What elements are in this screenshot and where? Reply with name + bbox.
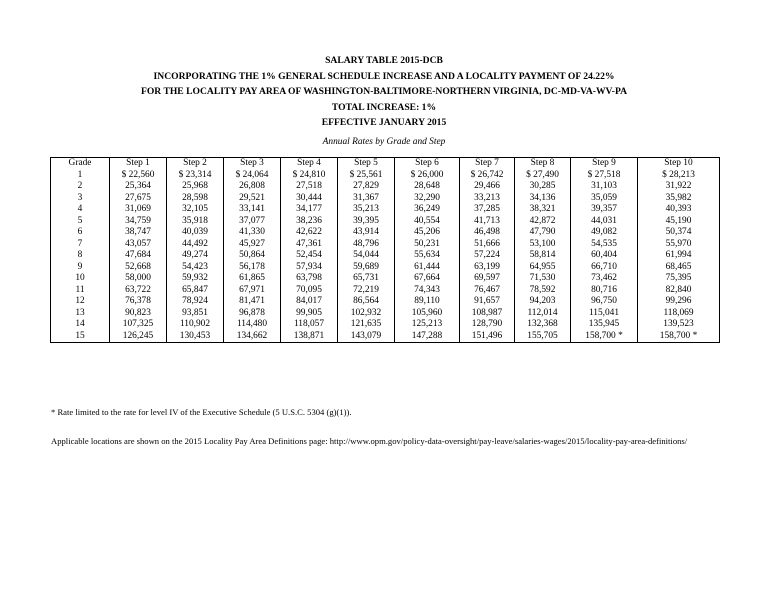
salary-cell: 31,069 (110, 204, 167, 216)
salary-cell: 81,471 (224, 296, 281, 308)
salary-cell: 59,689 (338, 262, 395, 274)
table-row (51, 331, 720, 343)
salary-cell: $ 27,490 (515, 170, 571, 182)
title-line-3: FOR THE LOCALITY PAY AREA OF WASHINGTON-BALTIMORE-NORTHERN VIRGINIA, DC-MD-VA-WV-PA (140, 86, 628, 97)
salary-cell: 76,378 (110, 296, 167, 308)
salary-cell: $ 22,560 (110, 170, 167, 182)
salary-cell: 118,069 (638, 308, 720, 320)
footnote: * Rate limited to the rate for level IV of the Executive Schedule (5 U.S.C. 5304 (g)(1)). (51, 407, 352, 417)
salary-cell: 155,705 (515, 331, 571, 343)
salary-cell: 134,662 (224, 331, 281, 343)
salary-cell: 74,343 (395, 285, 460, 297)
salary-cell: 69,597 (460, 273, 515, 285)
salary-cell: $ 24,810 (281, 170, 338, 182)
salary-cell: 40,393 (638, 204, 720, 216)
header-step-4: Step 4 (281, 158, 338, 170)
salary-cell: 50,374 (638, 227, 720, 239)
grade-cell: 9 (51, 262, 110, 274)
header-step-9: Step 9 (571, 158, 638, 170)
salary-cell: 65,847 (167, 285, 224, 297)
salary-cell: 35,918 (167, 216, 224, 228)
salary-cell: 47,684 (110, 250, 167, 262)
salary-cell: 41,713 (460, 216, 515, 228)
salary-cell: 112,014 (515, 308, 571, 320)
salary-cell: 71,530 (515, 273, 571, 285)
salary-cell: 99,296 (638, 296, 720, 308)
header-step-5: Step 5 (338, 158, 395, 170)
salary-cell: 89,110 (395, 296, 460, 308)
salary-cell: 80,716 (571, 285, 638, 297)
salary-cell: 65,731 (338, 273, 395, 285)
salary-cell: 90,823 (110, 308, 167, 320)
salary-cell: 35,059 (571, 193, 638, 205)
salary-cell: 29,466 (460, 181, 515, 193)
salary-cell: $ 24,064 (224, 170, 281, 182)
table-row (51, 262, 720, 274)
salary-cell: 130,453 (167, 331, 224, 343)
table-subtitle: Annual Rates by Grade and Step (322, 137, 446, 147)
salary-cell: 27,829 (338, 181, 395, 193)
salary-cell: 39,357 (571, 204, 638, 216)
salary-cell: 107,325 (110, 319, 167, 331)
salary-cell: 38,236 (281, 216, 338, 228)
salary-cell: 61,865 (224, 273, 281, 285)
salary-cell: 63,798 (281, 273, 338, 285)
salary-cell: 37,285 (460, 204, 515, 216)
salary-cell: 158,700 * (571, 331, 638, 343)
salary-cell: 37,077 (224, 216, 281, 228)
salary-cell: 139,523 (638, 319, 720, 331)
salary-cell: 110,902 (167, 319, 224, 331)
salary-cell: 30,444 (281, 193, 338, 205)
grade-cell: 15 (51, 331, 110, 343)
salary-cell: 125,213 (395, 319, 460, 331)
salary-cell: 67,664 (395, 273, 460, 285)
salary-cell: 36,249 (395, 204, 460, 216)
table-row (51, 319, 720, 331)
salary-cell: 39,395 (338, 216, 395, 228)
header-step-6: Step 6 (395, 158, 460, 170)
grade-cell: 12 (51, 296, 110, 308)
salary-cell: 93,851 (167, 308, 224, 320)
salary-cell: 32,290 (395, 193, 460, 205)
salary-cell: 51,666 (460, 239, 515, 251)
salary-cell: 34,136 (515, 193, 571, 205)
salary-cell: 27,675 (110, 193, 167, 205)
salary-cell: 55,970 (638, 239, 720, 251)
salary-cell: 56,178 (224, 262, 281, 274)
salary-cell: 52,668 (110, 262, 167, 274)
grade-cell: 7 (51, 239, 110, 251)
salary-cell: $ 27,518 (571, 170, 638, 182)
salary-cell: 49,274 (167, 250, 224, 262)
table-body (51, 170, 720, 343)
salary-cell: 108,987 (460, 308, 515, 320)
salary-cell: $ 26,000 (395, 170, 460, 182)
salary-cell: 72,219 (338, 285, 395, 297)
table-row (51, 216, 720, 228)
salary-cell: 44,031 (571, 216, 638, 228)
salary-cell: 54,535 (571, 239, 638, 251)
table-row (51, 239, 720, 251)
table-row (51, 193, 720, 205)
salary-cell: 99,905 (281, 308, 338, 320)
grade-cell: 1 (51, 170, 110, 182)
grade-cell: 14 (51, 319, 110, 331)
salary-cell: 78,924 (167, 296, 224, 308)
salary-cell: 61,994 (638, 250, 720, 262)
salary-cell: 75,395 (638, 273, 720, 285)
title-line-4: TOTAL INCREASE: 1% (331, 101, 437, 113)
header-step-2: Step 2 (167, 158, 224, 170)
grade-cell: 6 (51, 227, 110, 239)
table-row (51, 250, 720, 262)
salary-cell: 53,100 (515, 239, 571, 251)
table-row (51, 285, 720, 297)
salary-cell: 28,598 (167, 193, 224, 205)
salary-cell: 126,245 (110, 331, 167, 343)
salary-cell: 151,496 (460, 331, 515, 343)
salary-cell: 49,082 (571, 227, 638, 239)
grade-cell: 11 (51, 285, 110, 297)
table-row (51, 227, 720, 239)
salary-cell: 121,635 (338, 319, 395, 331)
salary-cell: 50,231 (395, 239, 460, 251)
salary-cell: 57,934 (281, 262, 338, 274)
table-row (51, 296, 720, 308)
table-row (51, 204, 720, 216)
salary-cell: 132,368 (515, 319, 571, 331)
title-line-1: SALARY TABLE 2015-DCB (325, 55, 443, 66)
salary-cell: 59,932 (167, 273, 224, 285)
salary-cell: 158,700 * (638, 331, 720, 343)
salary-cell: 58,814 (515, 250, 571, 262)
header-step-8: Step 8 (515, 158, 571, 170)
salary-cell: 42,622 (281, 227, 338, 239)
salary-cell: 50,864 (224, 250, 281, 262)
salary-cell: 32,105 (167, 204, 224, 216)
salary-cell: 54,044 (338, 250, 395, 262)
salary-cell: 46,498 (460, 227, 515, 239)
salary-cell: 40,554 (395, 216, 460, 228)
salary-cell: 96,750 (571, 296, 638, 308)
table-row (51, 181, 720, 193)
salary-cell: 35,982 (638, 193, 720, 205)
salary-cell: 33,141 (224, 204, 281, 216)
salary-cell: 96,878 (224, 308, 281, 320)
salary-cell: 138,871 (281, 331, 338, 343)
salary-cell: 35,213 (338, 204, 395, 216)
salary-cell: 48,796 (338, 239, 395, 251)
salary-cell: 47,361 (281, 239, 338, 251)
salary-cell: 68,465 (638, 262, 720, 274)
salary-cell: 76,467 (460, 285, 515, 297)
header-step-7: Step 7 (460, 158, 515, 170)
table-header-row (51, 158, 720, 170)
salary-cell: 94,203 (515, 296, 571, 308)
locations-note: Applicable locations are shown on the 2015 Locality Pay Area Definitions page: http://www.opm.gov/policy-data-oversight/pay-leave/salaries-wages/2015/locality-pay-area-definitions/ (51, 436, 688, 446)
salary-cell: 42,872 (515, 216, 571, 228)
document-title (0, 53, 768, 131)
salary-cell: 61,444 (395, 262, 460, 274)
salary-cell: 40,039 (167, 227, 224, 239)
salary-cell: $ 25,561 (338, 170, 395, 182)
salary-cell: 30,285 (515, 181, 571, 193)
salary-cell: 78,592 (515, 285, 571, 297)
salary-cell: 84,017 (281, 296, 338, 308)
salary-cell: 91,657 (460, 296, 515, 308)
header-step-1: Step 1 (110, 158, 167, 170)
salary-cell: 82,840 (638, 285, 720, 297)
salary-table (50, 157, 720, 343)
grade-cell: 3 (51, 193, 110, 205)
salary-cell: 67,971 (224, 285, 281, 297)
salary-cell: 45,927 (224, 239, 281, 251)
salary-cell: 52,454 (281, 250, 338, 262)
salary-cell: 31,103 (571, 181, 638, 193)
salary-cell: 25,968 (167, 181, 224, 193)
salary-cell: 27,518 (281, 181, 338, 193)
grade-cell: 5 (51, 216, 110, 228)
salary-cell: 102,932 (338, 308, 395, 320)
salary-cell: 114,480 (224, 319, 281, 331)
grade-cell: 10 (51, 273, 110, 285)
table-row (51, 308, 720, 320)
title-line-5: EFFECTIVE JANUARY 2015 (321, 117, 447, 128)
salary-cell: 105,960 (395, 308, 460, 320)
salary-cell: 29,521 (224, 193, 281, 205)
salary-cell: 38,747 (110, 227, 167, 239)
title-line-2: INCORPORATING THE 1% GENERAL SCHEDULE INCREASE AND A LOCALITY PAYMENT OF 24.22% (153, 70, 615, 82)
salary-cell: 135,945 (571, 319, 638, 331)
table-row (51, 170, 720, 182)
salary-cell: $ 26,742 (460, 170, 515, 182)
salary-cell: 38,321 (515, 204, 571, 216)
salary-cell: $ 28,213 (638, 170, 720, 182)
header-step-3: Step 3 (224, 158, 281, 170)
salary-cell: 31,367 (338, 193, 395, 205)
salary-cell: 47,790 (515, 227, 571, 239)
salary-cell: 57,224 (460, 250, 515, 262)
salary-cell: 60,404 (571, 250, 638, 262)
salary-cell: 63,199 (460, 262, 515, 274)
salary-cell: 44,492 (167, 239, 224, 251)
salary-cell: 45,206 (395, 227, 460, 239)
salary-cell: 66,710 (571, 262, 638, 274)
grade-cell: 4 (51, 204, 110, 216)
salary-cell: 86,564 (338, 296, 395, 308)
salary-cell: 31,922 (638, 181, 720, 193)
salary-cell: 43,914 (338, 227, 395, 239)
salary-cell: 73,462 (571, 273, 638, 285)
grade-cell: 2 (51, 181, 110, 193)
grade-cell: 13 (51, 308, 110, 320)
salary-cell: 41,330 (224, 227, 281, 239)
salary-cell: 63,722 (110, 285, 167, 297)
salary-cell: 33,213 (460, 193, 515, 205)
salary-cell: 70,095 (281, 285, 338, 297)
salary-cell: 128,790 (460, 319, 515, 331)
salary-cell: 45,190 (638, 216, 720, 228)
salary-cell: 54,423 (167, 262, 224, 274)
salary-cell: 43,057 (110, 239, 167, 251)
salary-cell: 143,079 (338, 331, 395, 343)
salary-cell: 25,364 (110, 181, 167, 193)
salary-cell: $ 23,314 (167, 170, 224, 182)
table-row (51, 273, 720, 285)
salary-cell: 26,808 (224, 181, 281, 193)
salary-cell: 55,634 (395, 250, 460, 262)
salary-cell: 115,041 (571, 308, 638, 320)
header-step-10: Step 10 (638, 158, 720, 170)
grade-cell: 8 (51, 250, 110, 262)
salary-cell: 118,057 (281, 319, 338, 331)
salary-cell: 58,000 (110, 273, 167, 285)
salary-cell: 28,648 (395, 181, 460, 193)
header-grade: Grade (51, 158, 110, 170)
salary-cell: 34,759 (110, 216, 167, 228)
salary-cell: 64,955 (515, 262, 571, 274)
salary-cell: 147,288 (395, 331, 460, 343)
salary-cell: 34,177 (281, 204, 338, 216)
